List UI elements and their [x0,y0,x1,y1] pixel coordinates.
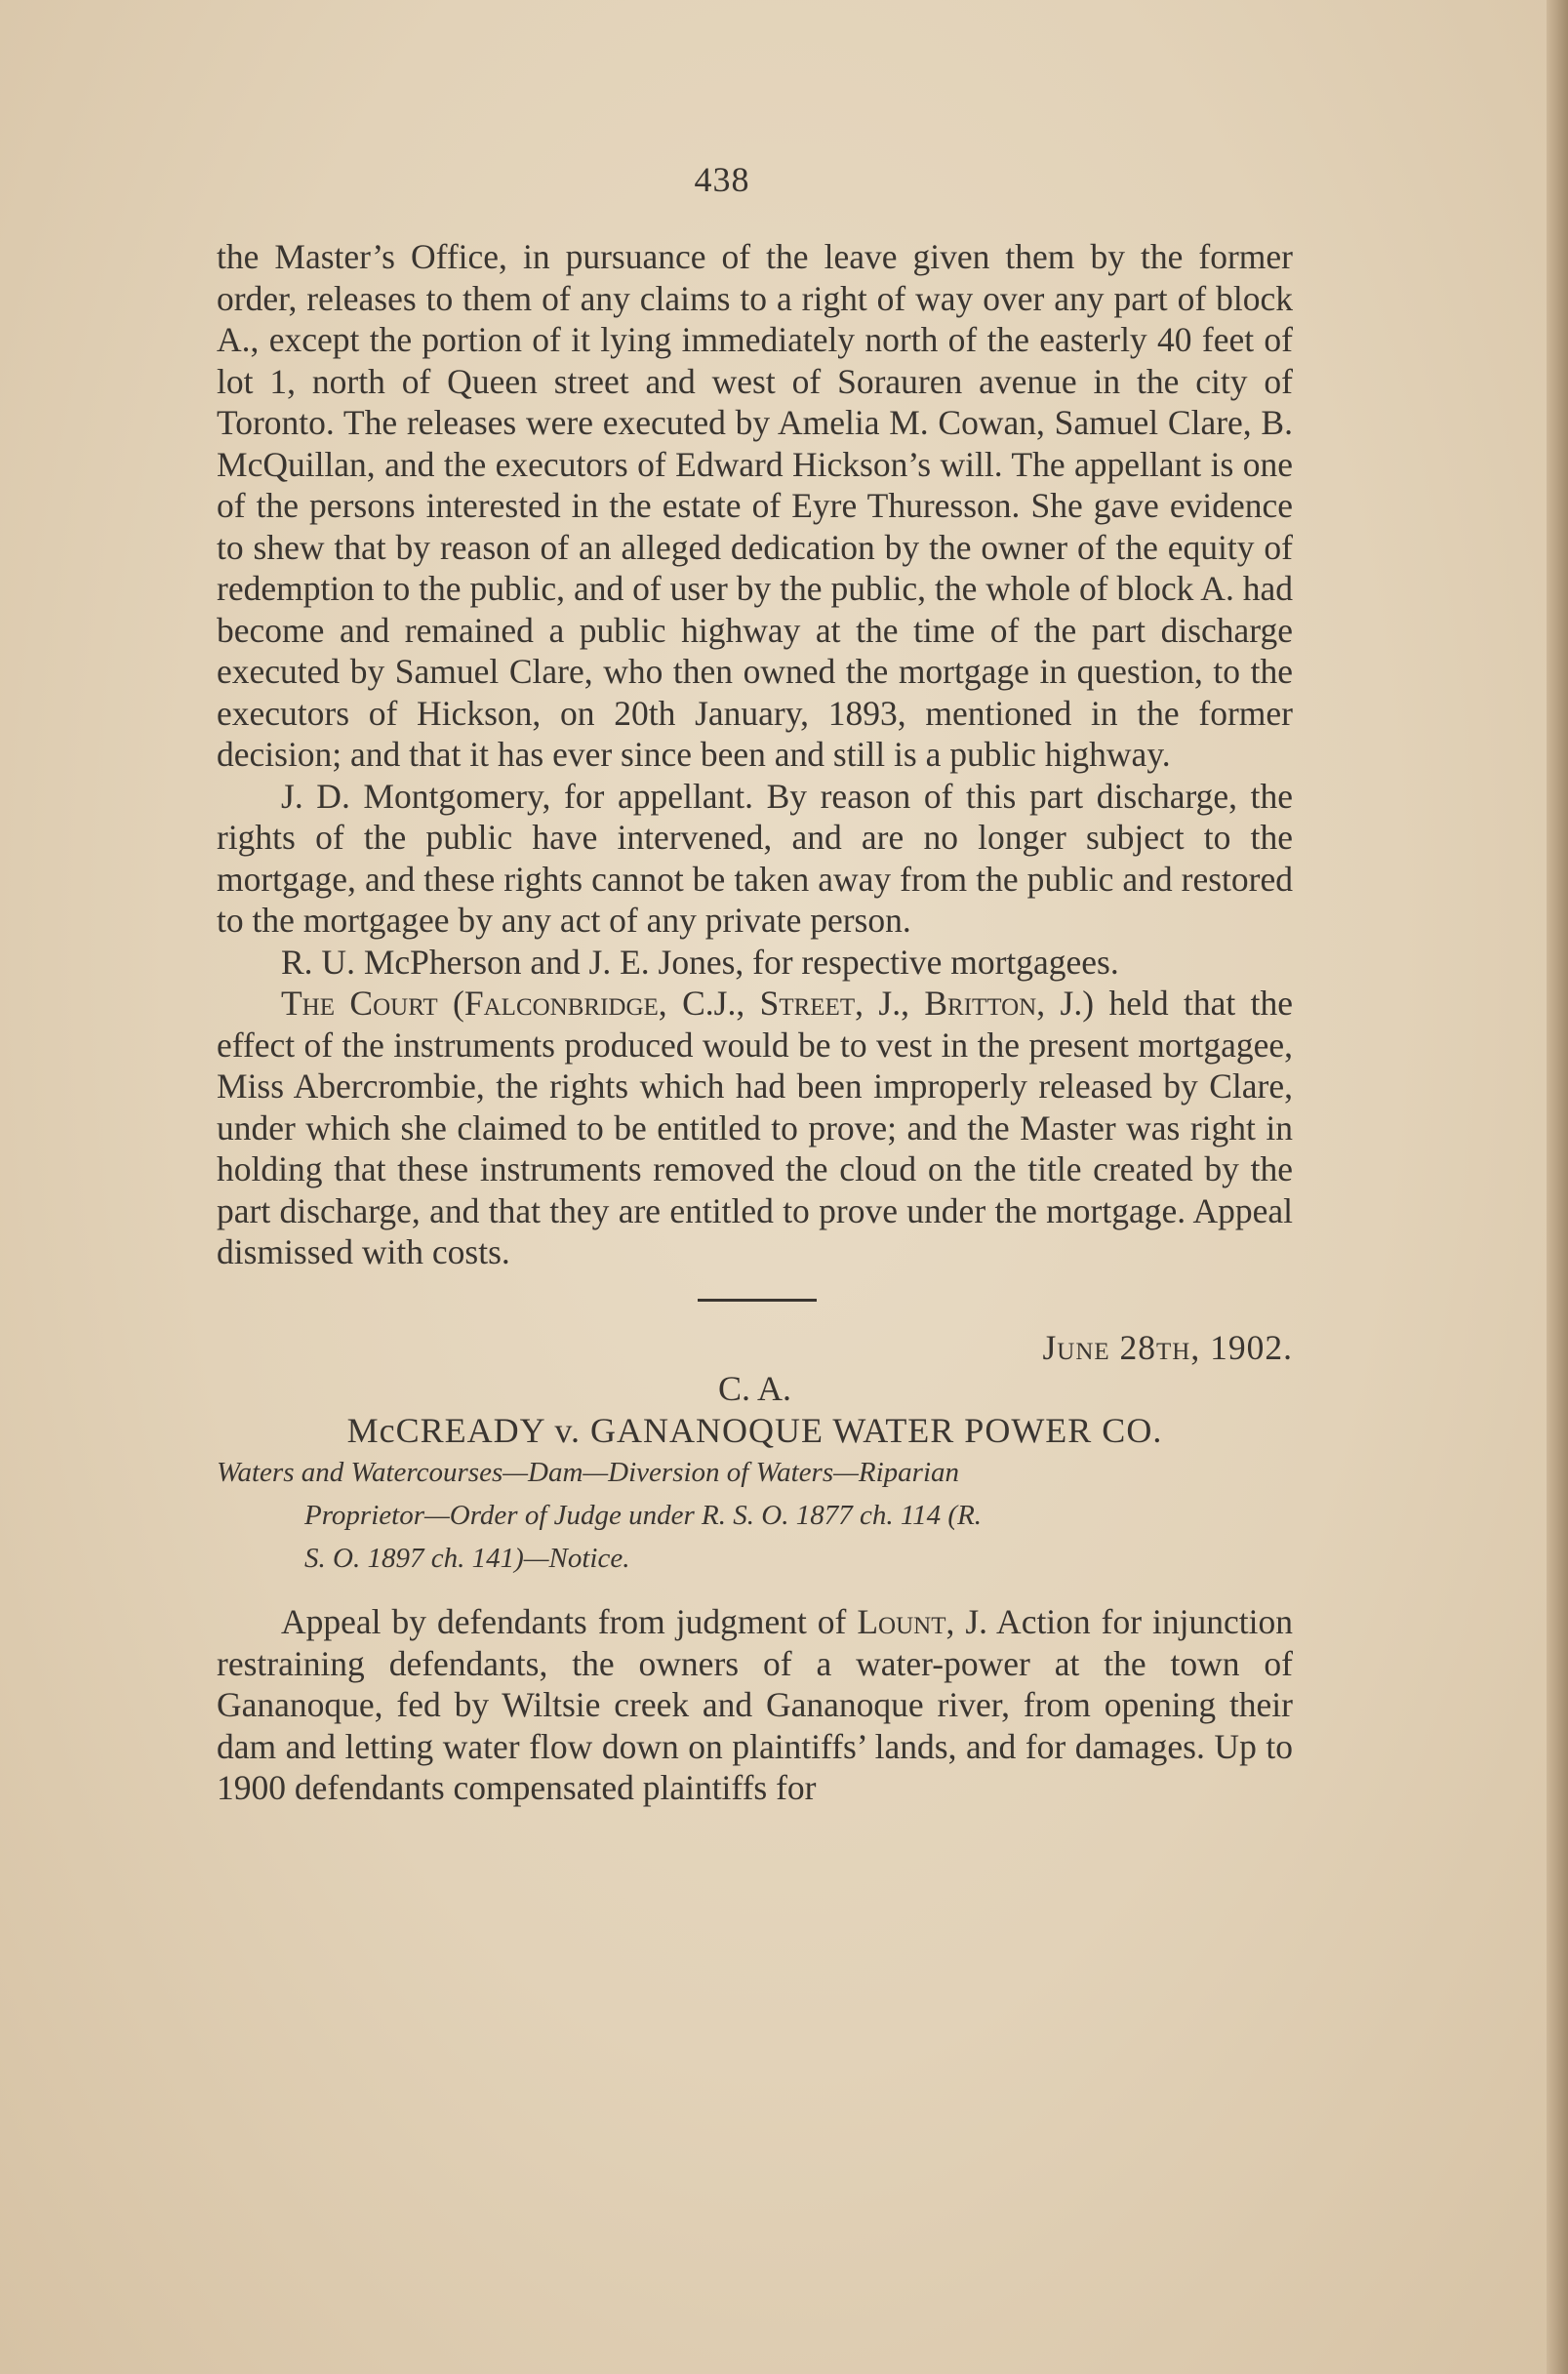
headnote [217,1451,1293,1580]
trial-judge: Lount [857,1602,946,1641]
court-abbreviation: C. A. [717,1369,792,1408]
appeal-text-after: , J. Action for injunction restraining defendants, the owners of a water-power at the town of Gananoque, fed by Wiltsie creek and Gananoque river, from opening their dam and letting water flow down on plaintiffs’ lands, and for damages. Up to 1900 defendants compensated plaintiffs for [217,1602,1293,1807]
case-date: June 28th, 1902. [1042,1327,1293,1367]
page-number: 438 [694,160,750,199]
body-text [217,236,1293,1809]
headnote-line: Waters and Watercourses—Dam—Diversion of Waters—Riparian [217,1457,960,1488]
section-divider [698,1299,817,1302]
court-holding: held that the effect of the instruments produced would be to vest in the present mortgagee, Miss Abercrombie, the rights which had been improperly released by Clare, under which she claimed to be entitled to prove; and the Master was right in holding that these instruments removed the cloud on the title created by the part discharge, and that they are entitled to prove under the mortgage. Appeal dismissed with costs. [217,984,1293,1271]
case-title: McCREADY v. GANANOQUE WATER POWER CO. [346,1410,1163,1450]
paragraph-continuation: the Master’s Office, in pursuance of the leave given them by the former order, releases to them of any claims to a right of way over any part of block A., except the portion of it lying immediately north of the easterly 40 feet of lot 1, north of Queen street and west of Sorauren avenue in the city of Toronto. The releases were executed by Amelia M. Cowan, Samuel Clare, B. McQuillan, and the executors of Edward Hickson’s will. The appellant is one of the persons interested in the estate of Eyre Thuresson. She gave evidence to shew that by reason of an alleged dedication by the owner of the equity of redemption to the public, and of user by the public, the whole of block A. had become and remained a public highway at the time of the part discharge executed by Samuel Clare, who then owned the mortgage in question, to the executors of Hickson, on 20th January, 1893, mentioned in the former decision; and that it has ever since been and still is a public highway. [217,237,1293,774]
paragraph-appellant-counsel: J. D. Montgomery, for appellant. By reason of this part discharge, the rights of the public have intervened, and are no longer subject to the mortgage, and these rights cannot be taken away from the public and restored to the mortgagee by any act of any private person. [217,776,1293,940]
paragraph-appeal [217,1601,1293,1809]
headnote-line: S. O. 1897 ch. 141)—Notice. [304,1543,630,1574]
headnote-line: Proprietor—Order of Judge under R. S. O. 1877 ch. 114 (R. [304,1500,983,1531]
page-edge [1547,0,1568,2374]
paragraph-court-decision [217,983,1293,1273]
paragraph-respondent-counsel: R. U. McPherson and J. E. Jones, for respective mortgagees. [281,942,1119,982]
court-bench: The Court (Falconbridge, C.J., Street, J., Britton, J.) [281,984,1095,1023]
appeal-text-before: Appeal by defendants from judgment of [281,1602,858,1641]
